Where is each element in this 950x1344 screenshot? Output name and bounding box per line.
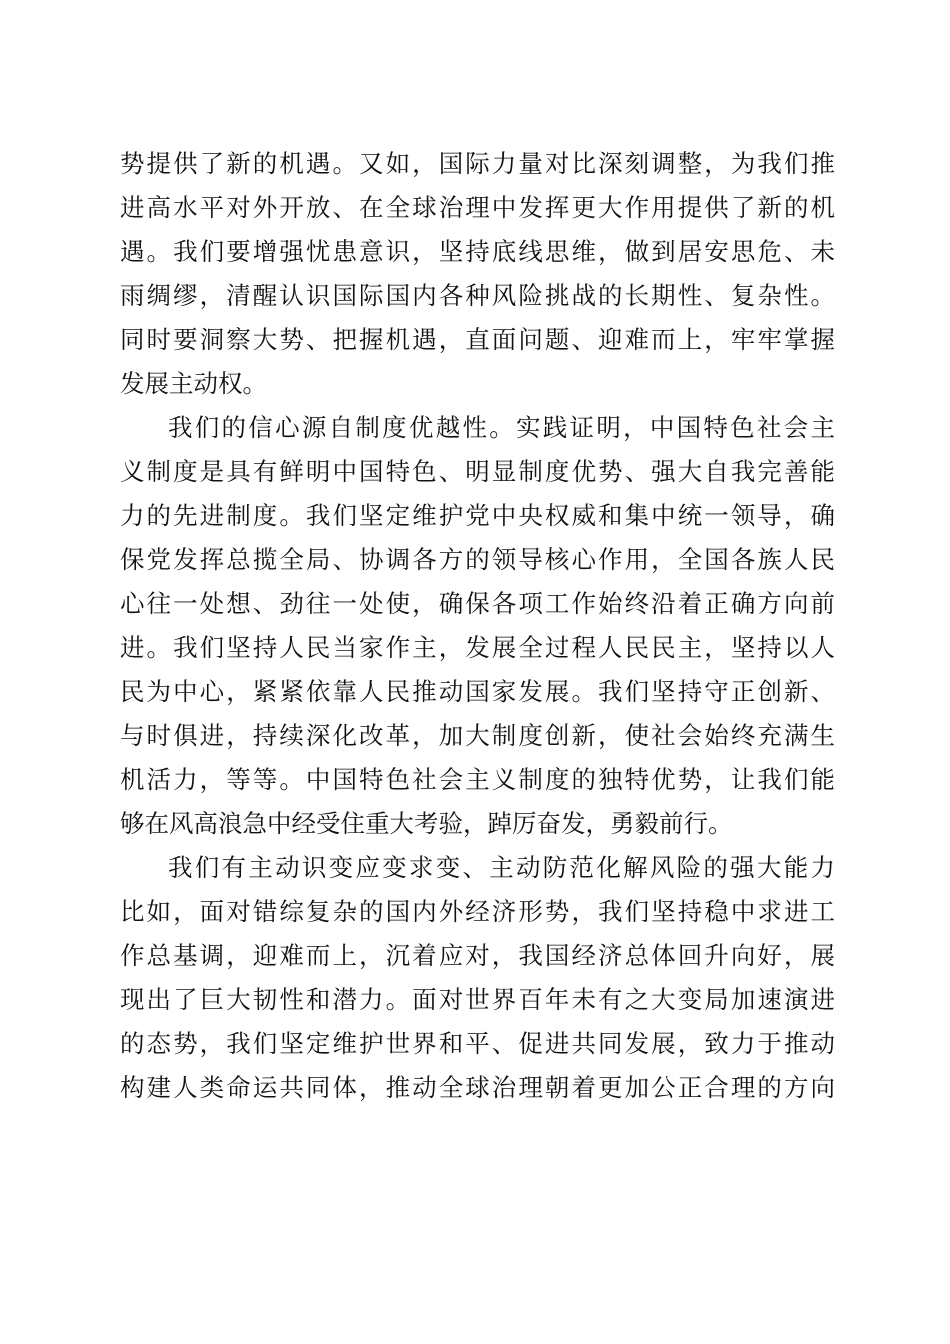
text-line: 发展主动权。 — [120, 369, 267, 398]
text-line: 力的先进制度。我们坚定维护党中央权威和集中统一领导，确 — [120, 501, 835, 530]
text-line: 遇。我们要增强忧患意识，坚持底线思维，做到居安思危、未 — [120, 237, 835, 266]
text-line: 的态势，我们坚定维护世界和平、促进共同发展，致力于推动 — [120, 1029, 835, 1058]
text-line: 义制度是具有鲜明中国特色、明显制度优势、强大自我完善能 — [120, 457, 835, 486]
text-line: 势提供了新的机遇。又如，国际力量对比深刻调整，为我们推 — [120, 149, 835, 178]
text-line: 构建人类命运共同体，推动全球治理朝着更加公正合理的方向 — [120, 1073, 835, 1102]
text-line: 进高水平对外开放、在全球治理中发挥更大作用提供了新的机 — [120, 193, 835, 222]
text-line: 作总基调，迎难而上，沉着应对，我国经济总体回升向好，展 — [120, 941, 835, 970]
paragraph-first-line: 我们的信心源自制度优越性。实践证明，中国特色社会主 — [168, 413, 835, 442]
text-line: 保党发挥总揽全局、协调各方的领导核心作用，全国各族人民 — [120, 545, 835, 574]
text-line: 同时要洞察大势、把握机遇，直面问题、迎难而上，牢牢掌握 — [120, 325, 835, 354]
text-line: 现出了巨大韧性和潜力。面对世界百年未有之大变局加速演进 — [120, 985, 835, 1014]
text-line: 雨绸缪，清醒认识国际国内各种风险挑战的长期性、复杂性。 — [120, 281, 835, 310]
text-line: 心往一处想、劲往一处使，确保各项工作始终沿着正确方向前 — [120, 589, 835, 618]
text-line: 机活力，等等。中国特色社会主义制度的独特优势，让我们能 — [120, 765, 835, 794]
text-line: 民为中心，紧紧依靠人民推动国家发展。我们坚持守正创新、 — [120, 677, 835, 706]
paragraph-first-line: 我们有主动识变应变求变、主动防范化解风险的强大能力 — [168, 853, 835, 882]
text-line: 与时俱进，持续深化改革，加大制度创新，使社会始终充满生 — [120, 721, 835, 750]
text-line: 进。我们坚持人民当家作主，发展全过程人民民主，坚持以人 — [120, 633, 835, 662]
text-line: 比如，面对错综复杂的国内外经济形势，我们坚持稳中求进工 — [120, 897, 835, 926]
text-line: 够在风高浪急中经受住重大考验，踔厉奋发，勇毅前行。 — [120, 809, 733, 838]
